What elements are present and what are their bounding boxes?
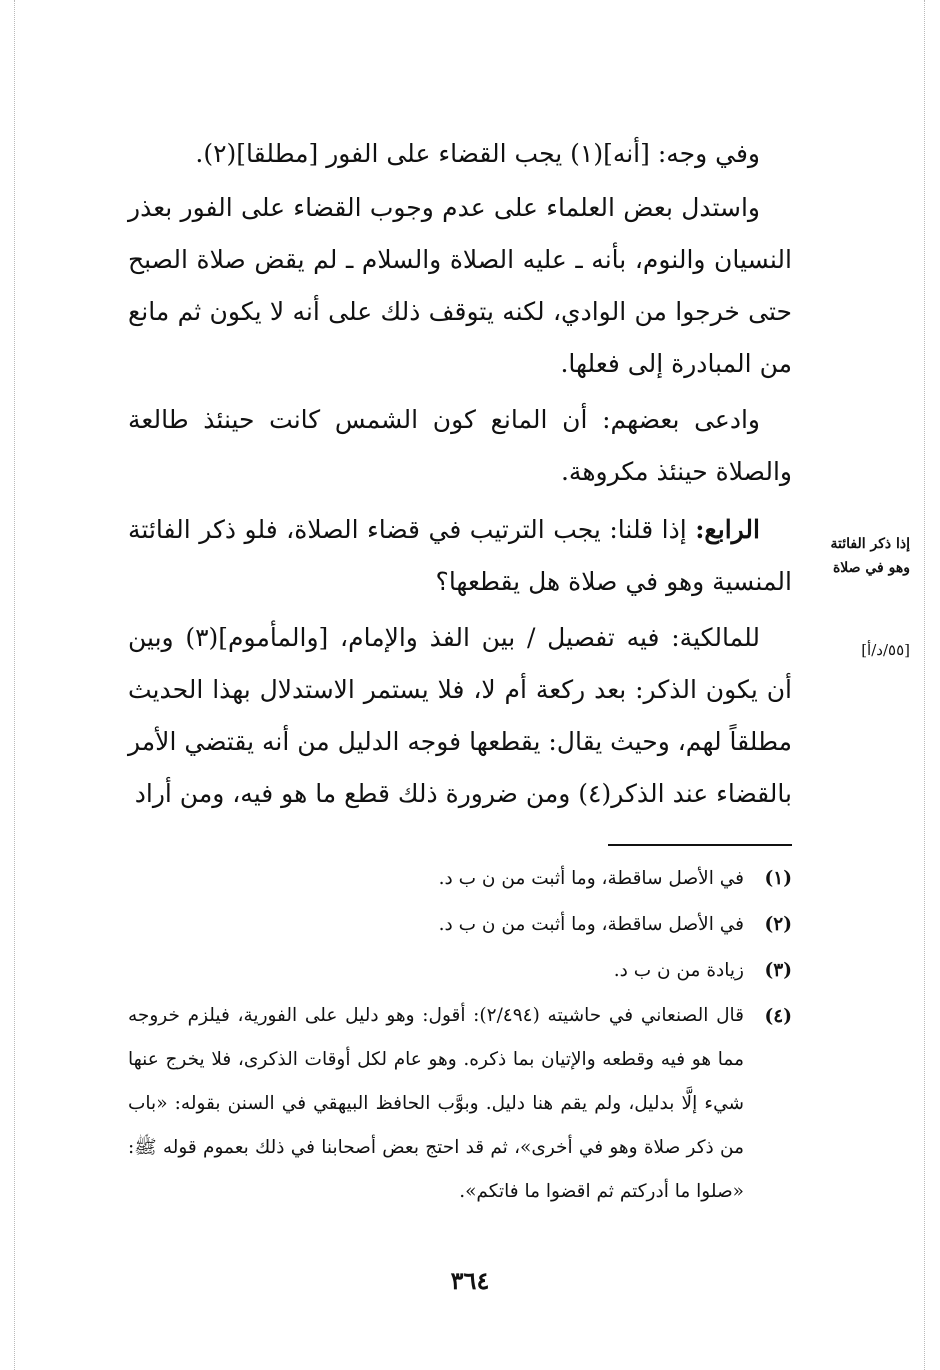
margin-note-heading: إذا ذكر الفائتة وهو في صلاة xyxy=(830,536,910,576)
paragraph-4-lead: الرابع: xyxy=(695,515,760,544)
paragraph-4-text: إذا قلنا: يجب الترتيب في قضاء الصلاة، فلو ذكر الفائتة المنسية وهو في صلاة هل يقطعها؟ xyxy=(128,515,792,596)
footnotes xyxy=(128,856,792,1214)
footnote-3 xyxy=(128,948,792,994)
footnote-number: (٣) xyxy=(764,960,792,981)
footnote-4 xyxy=(128,994,792,1214)
footnote-number: (٤) xyxy=(764,1006,792,1027)
paragraph-1-text: وفي وجه: [أنه](١) يجب القضاء على الفور [مطلقا](٢). xyxy=(195,139,760,168)
paragraph-5 xyxy=(128,612,792,820)
main-text xyxy=(128,128,792,820)
margin-note-folio: [٥٥/د/أ] xyxy=(861,641,910,659)
paragraph-3 xyxy=(128,394,792,498)
footnote-text: في الأصل ساقطة، وما أثبت من ن ب د. xyxy=(438,914,744,935)
footnote-number: (١) xyxy=(764,868,792,889)
paragraph-2-text: واستدل بعض العلماء على عدم وجوب القضاء على الفور بعذر النسيان والنوم، بأنه ـ عليه الصلاة والسلام ـ لم يقض صلاة الصبح حتى خرجوا من الوادي، لكنه يتوقف ذلك على أنه لا يكون ثم مانع من المبادرة إلى فعلها. xyxy=(128,193,792,378)
footnote-text: زيادة من ن ب د. xyxy=(613,960,744,981)
paragraph-4 xyxy=(128,504,792,608)
paragraph-3-text: وادعى بعضهم: أن المانع كون الشمس كانت حينئذ طالعة والصلاة حينئذ مكروهة. xyxy=(128,405,792,486)
footnote-rule xyxy=(608,844,792,846)
footnote-text: في الأصل ساقطة، وما أثبت من ن ب د. xyxy=(438,868,744,889)
paragraph-5-text: للمالكية: فيه تفصيل / بين الفذ والإمام، [والمأموم](٣) وبين أن يكون الذكر: بعد ركعة أم لا، فلا يستمر الاستدلال بهذا الحديث مطلقاً لهم، وحيث يقال: يقطعها فوجه الدليل من أنه يقتضي الأمر بالقضاء عند الذكر(٤) ومن ضرورة ذلك قطع ما هو فيه، ومن أراد xyxy=(128,623,792,808)
footnote-1 xyxy=(128,856,792,902)
paragraph-1 xyxy=(128,128,792,180)
paragraph-2 xyxy=(128,182,792,390)
footnote-text: قال الصنعاني في حاشيته (٢/٤٩٤): أقول: وهو دليل على الفورية، فيلزم خروجه مما هو فيه وقطعه والإتيان بما ذكره. وهو عام لكل أوقات الذكرى، فلا يخرج عنها شيء إلَّا بدليل، ولم يقم هنا دليل. وبوَّب الحافظ البيهقي في السنن بقوله: «باب من ذكر صلاة وهو في أخرى»، ثم قد احتج بعض أصحابنا في ذلك بعموم قوله ﷺ: «صلوا ما أدركتم ثم اقضوا ما فاتكم». xyxy=(128,1005,744,1202)
page-number: ٣٦٤ xyxy=(450,1266,490,1295)
page-edge-left xyxy=(14,0,15,1370)
footnote-number: (٢) xyxy=(764,914,792,935)
page-edge-right xyxy=(924,0,925,1370)
footnote-2 xyxy=(128,902,792,948)
